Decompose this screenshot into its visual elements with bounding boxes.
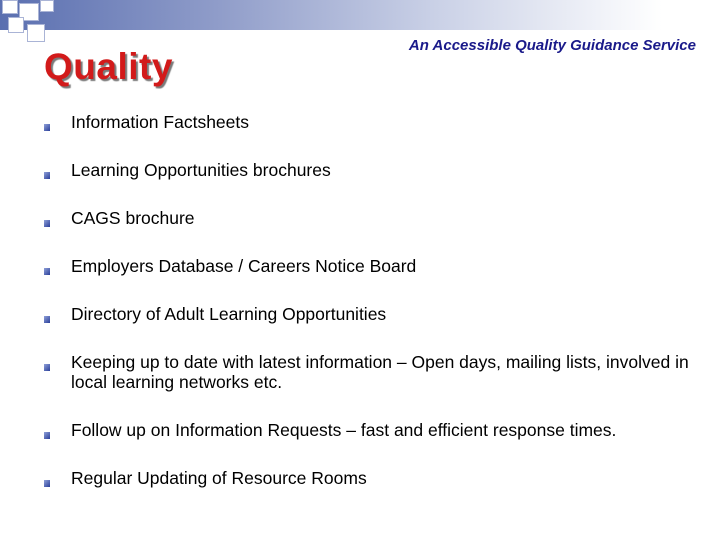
header-band [0,0,720,30]
bullet-text: Regular Updating of Resource Rooms [71,468,367,488]
slide-subtitle: An Accessible Quality Guidance Service [408,37,696,54]
bullet-square-icon [44,316,50,323]
bullet-item [40,304,690,324]
bullet-item [40,420,690,440]
bullet-text: Information Factsheets [71,112,249,132]
bullet-square-icon [44,124,50,131]
bullet-square-icon [44,364,50,371]
bullet-text: Employers Database / Careers Notice Board [71,256,417,276]
bullet-square-icon [44,268,50,275]
slide-title: Quality [44,46,173,87]
bullet-square-icon [44,432,50,439]
bullet-item [40,352,690,392]
bullet-square-icon [44,480,50,487]
bullet-item [40,160,690,180]
bullet-square-icon [44,220,50,227]
bullet-item [40,112,690,132]
bullet-list [40,112,690,488]
bullet-text: CAGS brochure [71,208,195,228]
bullet-item [40,256,690,276]
bullet-text: Directory of Adult Learning Opportunities [71,304,387,324]
bullet-text: Learning Opportunities brochures [71,160,331,180]
bullet-item [40,468,690,488]
bullet-item [40,208,690,228]
bullet-text: Keeping up to date with latest information – Open days, mailing lists, involved in local learning networks etc. [71,352,689,392]
decorative-squares [0,0,60,48]
bullet-text: Follow up on Information Requests – fast and efficient response times. [71,420,617,440]
bullet-square-icon [44,172,50,179]
